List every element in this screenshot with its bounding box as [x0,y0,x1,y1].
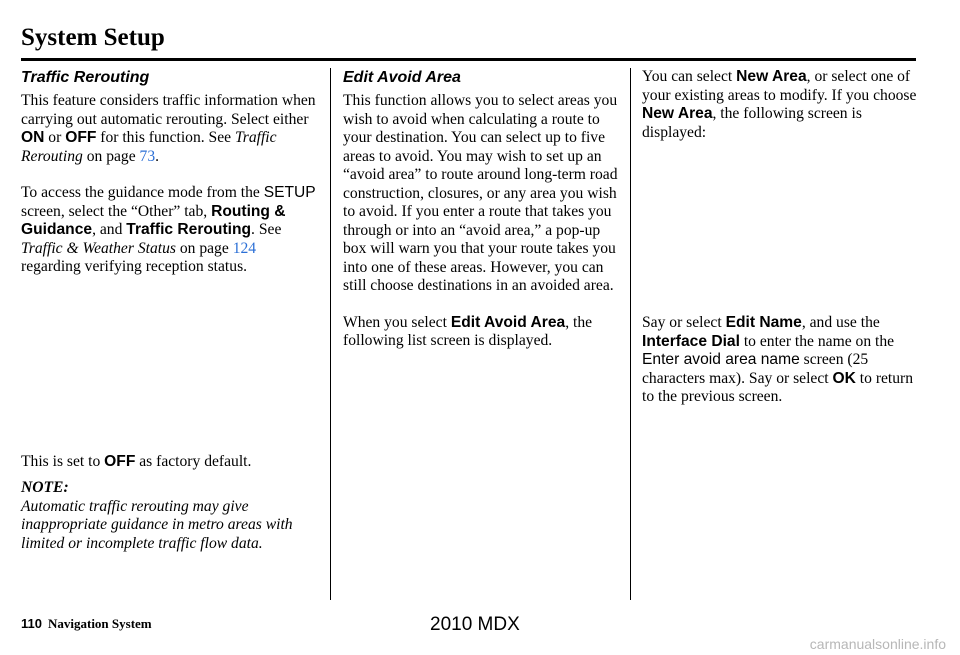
note-text: Automatic traffic rerouting may give inappropriate guidance in metro areas with limited or incomplete traffic flow data. [21,497,293,552]
paragraph: You can select New Area, or select one of your existing areas to modify. If you choose New Area, the following screen is displayed: [642,68,917,141]
column-divider [630,68,631,600]
paragraph: This is set to OFF as factory default. [21,452,252,470]
page-link-73[interactable]: 73 [139,147,156,165]
paragraph: This feature considers traffic information when carrying out automatic rerouting. Select either ON or OFF for this function. See Traffic Rerouting on page 73. [21,92,316,165]
paragraph: Say or select Edit Name, and use the Interface Dial to enter the name on the Enter avoid area name screen (25 characters max). Say or select OK to return to the previous screen. [642,314,914,405]
page-title: System Setup [21,24,165,51]
note-label: NOTE: [21,479,69,496]
column-traffic-rerouting [21,68,317,553]
footer-label: Navigation System [47,616,152,631]
site-watermark: carmanualsonline.info [809,636,946,652]
section-heading-traffic-rerouting: Traffic Rerouting [21,69,150,86]
page-number: 110 [21,616,42,631]
column-new-area [642,68,927,407]
page-link-124[interactable]: 124 [232,239,257,257]
paragraph: This function allows you to select areas you wish to avoid when calculating a route to your destination. You can select up to five areas to avoid. You may wish to set up an “avoid area” to route around long-term road construction, closures, or any area you wish to avoid. If you enter a route that takes you through or into an “avoid area,” a pop-up box will warn you that your route takes you into one of these areas. However, you can still choose destinations in an avoided area. [343,92,618,294]
paragraph: To access the guidance mode from the SETUP screen, select the “Other” tab, Routing & Guidance, and Traffic Rerouting. See Traffic & Weather Status on page 124 regarding verifying reception status. [21,184,316,275]
model-label: 2010 MDX [430,614,520,635]
page-footer [21,616,152,632]
title-rule [21,58,916,61]
paragraph: When you select Edit Avoid Area, the following list screen is displayed. [343,313,593,349]
column-edit-avoid-area [343,68,619,351]
section-heading-edit-avoid-area: Edit Avoid Area [343,69,461,86]
column-divider [330,68,331,600]
